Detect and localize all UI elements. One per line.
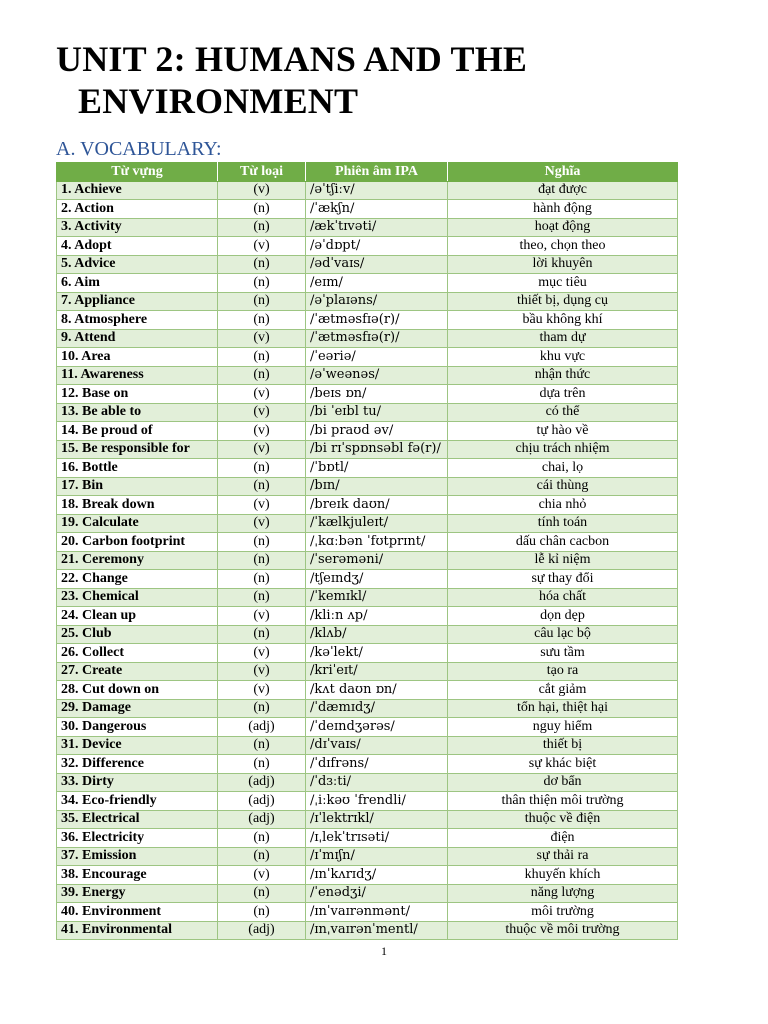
meaning: chai, lọ [448,459,678,478]
title-line-1: UNIT 2: HUMANS AND THE [56,39,528,79]
ipa-transcription: /kriˈeɪt/ [306,662,448,681]
vocab-word: 27. Create [57,662,218,681]
meaning: tham dự [448,329,678,348]
ipa-transcription: /ˈætməsfɪə(r)/ [306,329,448,348]
part-of-speech: (n) [218,903,306,922]
vocab-word: 18. Break down [57,496,218,515]
meaning: sự thải ra [448,847,678,866]
meaning: lời khuyên [448,255,678,274]
table-row [57,718,678,737]
vocab-word: 22. Change [57,570,218,589]
title-line-2: ENVIRONMENT [78,81,359,121]
table-row [57,181,678,200]
part-of-speech: (n) [218,459,306,478]
meaning: theo, chọn theo [448,237,678,256]
table-row [57,607,678,626]
meaning: dựa trên [448,385,678,404]
ipa-transcription: /bɪn/ [306,477,448,496]
meaning: dấu chân cacbon [448,533,678,552]
part-of-speech: (v) [218,662,306,681]
ipa-transcription: /ˈdeɪndʒərəs/ [306,718,448,737]
meaning: thân thiện môi trường [448,792,678,811]
vocab-word: 14. Be proud of [57,422,218,441]
meaning: thuộc về điện [448,810,678,829]
meaning: đạt được [448,181,678,200]
column-header-meaning: Nghĩa [448,163,678,182]
part-of-speech: (n) [218,292,306,311]
vocab-word: 1. Achieve [57,181,218,200]
table-row [57,200,678,219]
meaning: khuyến khích [448,866,678,885]
meaning: bầu không khí [448,311,678,330]
meaning: thuộc về môi trường [448,921,678,940]
table-row [57,274,678,293]
ipa-transcription: /ədˈvaɪs/ [306,255,448,274]
part-of-speech: (v) [218,237,306,256]
table-row [57,459,678,478]
vocab-word: 29. Damage [57,699,218,718]
vocab-word: 5. Advice [57,255,218,274]
vocab-word: 40. Environment [57,903,218,922]
part-of-speech: (adj) [218,718,306,737]
vocab-word: 4. Adopt [57,237,218,256]
part-of-speech: (n) [218,625,306,644]
vocab-word: 31. Device [57,736,218,755]
meaning: thiết bị, dụng cụ [448,292,678,311]
ipa-transcription: /ɪˈlektrɪkl/ [306,810,448,829]
table-row [57,644,678,663]
column-header-ipa: Phiên âm IPA [306,163,448,182]
meaning: thiết bị [448,736,678,755]
part-of-speech: (n) [218,570,306,589]
table-row [57,699,678,718]
table-row [57,773,678,792]
meaning: sự khác biệt [448,755,678,774]
table-row [57,311,678,330]
meaning: sự thay đổi [448,570,678,589]
table-row [57,551,678,570]
part-of-speech: (v) [218,329,306,348]
table-row [57,903,678,922]
part-of-speech: (n) [218,755,306,774]
ipa-transcription: /kəˈlekt/ [306,644,448,663]
vocab-word: 9. Attend [57,329,218,348]
ipa-transcription: /eɪm/ [306,274,448,293]
ipa-transcription: /breɪk daʊn/ [306,496,448,515]
part-of-speech: (adj) [218,921,306,940]
ipa-transcription: /ˈdæmɪdʒ/ [306,699,448,718]
ipa-transcription: /ˈdɪfrəns/ [306,755,448,774]
table-row [57,792,678,811]
part-of-speech: (n) [218,847,306,866]
part-of-speech: (n) [218,588,306,607]
table-row [57,496,678,515]
vocab-word: 25. Club [57,625,218,644]
part-of-speech: (v) [218,440,306,459]
ipa-transcription: /ˈbɒtl/ [306,459,448,478]
part-of-speech: (v) [218,514,306,533]
part-of-speech: (adj) [218,792,306,811]
part-of-speech: (v) [218,607,306,626]
table-row [57,755,678,774]
table-row [57,366,678,385]
section-heading: A. VOCABULARY: [56,138,222,160]
table-row [57,681,678,700]
part-of-speech: (adj) [218,810,306,829]
meaning: dơ bẩn [448,773,678,792]
ipa-transcription: /ɪnˈkʌrɪdʒ/ [306,866,448,885]
meaning: hành động [448,200,678,219]
ipa-transcription: /ˌkɑːbən ˈfʊtprɪnt/ [306,533,448,552]
ipa-transcription: /bi rɪˈspɒnsəbl fə(r)/ [306,440,448,459]
table-row [57,533,678,552]
part-of-speech: (n) [218,348,306,367]
meaning: chịu trách nhiệm [448,440,678,459]
ipa-transcription: /ækˈtɪvəti/ [306,218,448,237]
vocab-word: 3. Activity [57,218,218,237]
part-of-speech: (v) [218,866,306,885]
table-row [57,866,678,885]
table-row [57,884,678,903]
ipa-transcription: /ɪnˈvaɪrənmənt/ [306,903,448,922]
table-row [57,329,678,348]
vocab-word: 34. Eco-friendly [57,792,218,811]
vocab-word: 26. Collect [57,644,218,663]
part-of-speech: (v) [218,422,306,441]
ipa-transcription: /əˈplaɪəns/ [306,292,448,311]
vocab-word: 35. Electrical [57,810,218,829]
table-row [57,810,678,829]
ipa-transcription: /ˈækʃn/ [306,200,448,219]
vocabulary-table [56,162,678,940]
table-row [57,218,678,237]
meaning: lễ kỉ niệm [448,551,678,570]
column-header-pos: Từ loại [218,163,306,182]
ipa-transcription: /əˈweənəs/ [306,366,448,385]
table-row [57,662,678,681]
ipa-transcription: /ˈkælkjuleɪt/ [306,514,448,533]
part-of-speech: (n) [218,699,306,718]
part-of-speech: (v) [218,385,306,404]
table-row [57,514,678,533]
meaning: có thể [448,403,678,422]
part-of-speech: (v) [218,496,306,515]
ipa-transcription: /bi praʊd əv/ [306,422,448,441]
meaning: tạo ra [448,662,678,681]
ipa-transcription: /ˈdɜːti/ [306,773,448,792]
table-row [57,477,678,496]
meaning: cắt giảm [448,681,678,700]
ipa-transcription: /ɪˌlekˈtrɪsəti/ [306,829,448,848]
vocab-word: 15. Be responsible for [57,440,218,459]
meaning: câu lạc bộ [448,625,678,644]
part-of-speech: (v) [218,644,306,663]
part-of-speech: (n) [218,218,306,237]
meaning: nguy hiểm [448,718,678,737]
table-row [57,921,678,940]
part-of-speech: (n) [218,829,306,848]
vocab-word: 12. Base on [57,385,218,404]
meaning: tính toán [448,514,678,533]
meaning: chia nhỏ [448,496,678,515]
meaning: môi trường [448,903,678,922]
vocab-word: 20. Carbon footprint [57,533,218,552]
part-of-speech: (n) [218,533,306,552]
meaning: dọn dẹp [448,607,678,626]
part-of-speech: (n) [218,255,306,274]
part-of-speech: (v) [218,681,306,700]
vocab-word: 6. Aim [57,274,218,293]
ipa-transcription: /kʌt daʊn ɒn/ [306,681,448,700]
part-of-speech: (n) [218,477,306,496]
ipa-transcription: /klʌb/ [306,625,448,644]
meaning: tổn hại, thiệt hại [448,699,678,718]
meaning: cái thùng [448,477,678,496]
ipa-transcription: /ˈkemɪkl/ [306,588,448,607]
vocab-word: 36. Electricity [57,829,218,848]
part-of-speech: (v) [218,403,306,422]
column-header-word: Từ vựng [57,163,218,182]
vocab-word: 21. Ceremony [57,551,218,570]
table-row [57,625,678,644]
ipa-transcription: /kliːn ʌp/ [306,607,448,626]
table-row [57,255,678,274]
page-number: 1 [381,944,387,958]
meaning: tự hào về [448,422,678,441]
table-row [57,348,678,367]
ipa-transcription: /ˌiːkəʊ ˈfrendli/ [306,792,448,811]
meaning: khu vực [448,348,678,367]
ipa-transcription: /əˈtʃiːv/ [306,181,448,200]
meaning: sưu tầm [448,644,678,663]
vocab-word: 37. Emission [57,847,218,866]
vocab-word: 33. Dirty [57,773,218,792]
vocab-word: 30. Dangerous [57,718,218,737]
vocab-word: 11. Awareness [57,366,218,385]
vocab-word: 19. Calculate [57,514,218,533]
table-row [57,237,678,256]
part-of-speech: (n) [218,366,306,385]
ipa-transcription: /ɪnˌvaɪrənˈmentl/ [306,921,448,940]
ipa-transcription: /ˈætməsfɪə(r)/ [306,311,448,330]
meaning: hóa chất [448,588,678,607]
part-of-speech: (n) [218,200,306,219]
vocab-word: 38. Encourage [57,866,218,885]
table-row [57,847,678,866]
table-row [57,440,678,459]
vocab-word: 17. Bin [57,477,218,496]
ipa-transcription: /ɪˈmɪʃn/ [306,847,448,866]
table-row [57,829,678,848]
ipa-transcription: /əˈdɒpt/ [306,237,448,256]
vocab-word: 16. Bottle [57,459,218,478]
ipa-transcription: /bi ˈeɪbl tu/ [306,403,448,422]
ipa-transcription: /beɪs ɒn/ [306,385,448,404]
table-row [57,736,678,755]
meaning: mục tiêu [448,274,678,293]
vocab-word: 7. Appliance [57,292,218,311]
meaning: điện [448,829,678,848]
table-row [57,588,678,607]
vocab-word: 39. Energy [57,884,218,903]
ipa-transcription: /ˈeəriə/ [306,348,448,367]
part-of-speech: (n) [218,551,306,570]
table-row [57,385,678,404]
vocab-word: 10. Area [57,348,218,367]
ipa-transcription: /ˈenədʒi/ [306,884,448,903]
vocab-word: 28. Cut down on [57,681,218,700]
part-of-speech: (v) [218,181,306,200]
meaning: hoạt động [448,218,678,237]
table-row [57,570,678,589]
ipa-transcription: /dɪˈvaɪs/ [306,736,448,755]
vocab-word: 32. Difference [57,755,218,774]
ipa-transcription: /tʃeɪndʒ/ [306,570,448,589]
meaning: năng lượng [448,884,678,903]
part-of-speech: (adj) [218,773,306,792]
vocabulary-table-body [57,181,678,940]
vocab-word: 2. Action [57,200,218,219]
table-row [57,292,678,311]
part-of-speech: (n) [218,311,306,330]
vocab-word: 24. Clean up [57,607,218,626]
table-row [57,422,678,441]
vocab-word: 23. Chemical [57,588,218,607]
ipa-transcription: /ˈserəməni/ [306,551,448,570]
vocab-word: 41. Environmental [57,921,218,940]
table-header-row [57,163,678,182]
table-row [57,403,678,422]
vocab-word: 8. Atmosphere [57,311,218,330]
meaning: nhận thức [448,366,678,385]
page-title [56,38,527,122]
part-of-speech: (n) [218,736,306,755]
vocab-word: 13. Be able to [57,403,218,422]
part-of-speech: (n) [218,274,306,293]
part-of-speech: (n) [218,884,306,903]
